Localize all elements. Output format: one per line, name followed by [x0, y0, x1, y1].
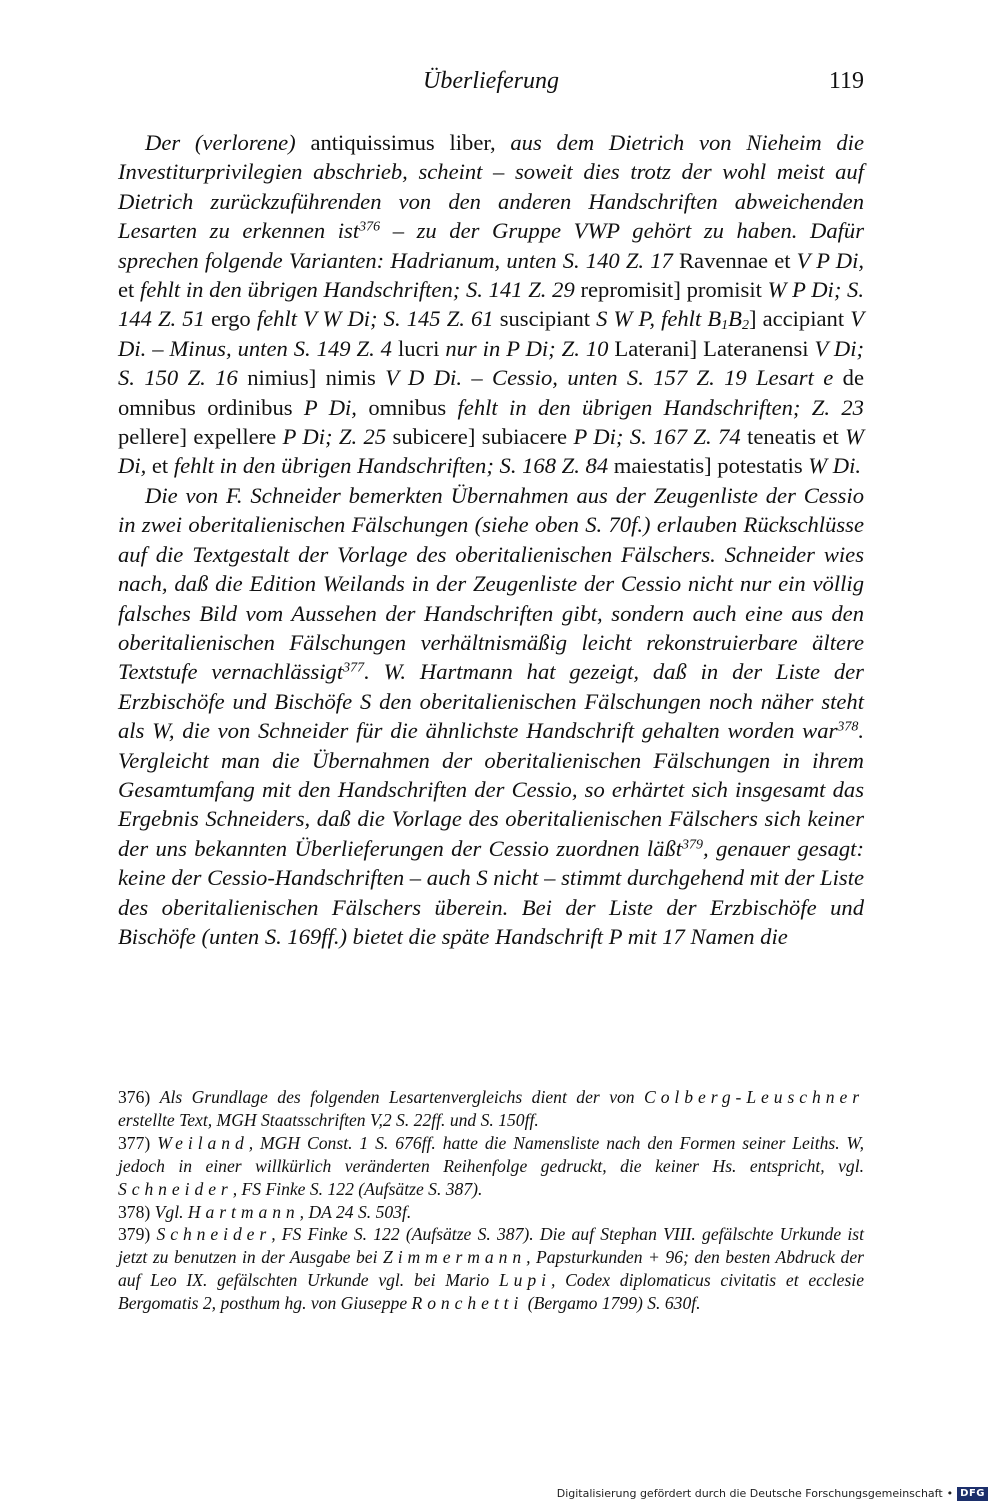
- dfg-logo-icon: DFG: [957, 1487, 988, 1501]
- text-span: B: [728, 306, 742, 332]
- text-span: Laterani] Lateranensi: [614, 335, 809, 361]
- text-span: antiquissimus liber,: [310, 130, 511, 155]
- text-span: subicere] subiacere: [392, 424, 568, 450]
- author-name: Weiland: [157, 1132, 249, 1153]
- author-name: Zimmermann: [382, 1247, 527, 1268]
- bullet-separator: •: [946, 1487, 954, 1500]
- text-span: W Di.: [802, 453, 862, 479]
- credit-text: Digitalisierung gefördert durch die Deutsche Forschungsgemeinschaft: [556, 1487, 943, 1500]
- text-span: , DA 24 S. 503f.: [299, 1201, 412, 1222]
- text-span: Ravennae et: [678, 247, 791, 273]
- text-span: pellere] expellere: [118, 424, 277, 450]
- footnote-ref-377[interactable]: 377: [343, 660, 365, 676]
- digitization-credit: [557, 1485, 988, 1503]
- footnote-number: 379): [118, 1224, 157, 1245]
- text-span: fehlt in den übrigen Handschriften; S. 141 Z. 29: [134, 277, 581, 303]
- text-span: V Di. – Minus, unten S. 149 Z. 4: [118, 306, 865, 361]
- text-span: de omnibus ordinibus: [118, 365, 864, 420]
- text-span: teneatis et: [747, 424, 839, 450]
- subscript: 1: [721, 318, 729, 334]
- text-span: omnibus: [368, 394, 447, 420]
- text-span: V P Di,: [790, 247, 865, 273]
- text-span: erstellte Text, MGH Staatsschriften V,2 S. 22ff. und S. 150ff.: [118, 1109, 539, 1130]
- text-span: fehlt V W Di; S. 145 Z. 61: [250, 306, 500, 332]
- text-span: maiestatis] potestatis: [613, 453, 803, 479]
- footnote-378: [118, 1201, 864, 1224]
- footnote-377: [118, 1132, 864, 1201]
- footnote-number: 377): [118, 1132, 158, 1153]
- footnote-376: [118, 1086, 864, 1132]
- text-span: , genauer gesagt: keine der Cessio-Handschriften – auch S nicht – stimmt durchgehend mit der Liste des oberitalienischen Fälschers überein. Bei der Liste der Erzbischöfe und Bischöfe (unten S. 169ff.) bietet die späte Handschrift P mit 17 Namen die: [118, 835, 864, 949]
- text-span: . W. Hartmann hat gezeigt, daß in der Liste der Erzbischöfe und Bischöfe S den oberitalienischen Fälschungen noch näher steht als W, die von Schneider für die ähnlichste Handschrift gehalten worden war: [118, 659, 864, 744]
- text-span: repromisit] promisit: [580, 277, 762, 303]
- footnote-number: 378): [118, 1201, 155, 1222]
- text-span: aus dem Dietrich von Nieheim die Investiturprivilegien abschrieb, scheint – soweit dies trotz der wohl meist auf Dietrich zurückzuführenden von den anderen Handschriften abweichenden Lesarten zu erkennen ist: [118, 130, 864, 244]
- text-span: P Di; S. 167 Z. 74: [567, 424, 748, 450]
- running-header: [118, 68, 864, 102]
- author-name: Schneider: [156, 1224, 272, 1245]
- footnote-ref-378[interactable]: 378: [837, 719, 859, 735]
- author-name: Lupi: [498, 1270, 551, 1291]
- paragraph-2: [118, 481, 864, 952]
- text-span: W P Di; S. 144 Z. 51: [118, 277, 864, 332]
- text-span: Vgl.: [154, 1201, 188, 1222]
- author-name: Hartmann: [187, 1201, 300, 1222]
- text-span: P Di; Z. 25: [276, 424, 393, 450]
- text-span: ergo: [210, 306, 251, 332]
- text-span: , Papsturkunden + 96; den besten Abdruck der auf Leo IX. gefälschten Urkunde vgl. bei Mario: [118, 1247, 865, 1291]
- text-span: Die von F. Schneider bemerkten Übernahmen aus der Zeugenliste der Cessio in zwei oberitalienischen Fälschungen (siehe oben S. 70f.) erlauben Rückschlüsse auf die Textgestalt der Vorlage des oberitalienischen Fälschers. Schneider wies nach, daß die Edition Weilands in der Zeugenliste der Cessio nicht nur ein völlig falsches Bild vom Aussehen der Handschriften gibt, sondern auch eine aus den oberitalienischen Fälschungen verhältnismäßig leicht rekonstruierbare ältere Textstufe vernachlässigt: [118, 482, 864, 685]
- text-span: (Bergamo 1799) S. 630f.: [523, 1293, 701, 1314]
- text-span: , Codex diplomaticus civitatis et ecclesie Bergomatis 2, posthum hg. von Giuseppe: [118, 1270, 865, 1314]
- footnote-ref-379[interactable]: 379: [682, 837, 704, 853]
- footnotes: [118, 1086, 864, 1315]
- text-span: V Di; S. 150 Z. 16: [118, 335, 865, 391]
- text-span: nimius] nimis: [247, 365, 376, 391]
- subscript: 2: [741, 318, 749, 334]
- text-span: Als Grundlage des folgenden Lesartenvergleichs dient der von: [159, 1087, 645, 1107]
- text-span: suscipiant: [499, 306, 591, 332]
- text-span: . Vergleicht man die Übernahmen der oberitalienischen Fälschungen in ihrem Gesamtumfang mit den Handschriften der Cessio, so erhärtet sich insgesamt das Ergebnis Schneiders, daß die Vorlage des oberitalienischen Fälschers sich keiner der uns bekannten Überlieferungen der Cessio zuordnen läßt: [118, 718, 864, 861]
- author-name: Colberg-Leuschner: [644, 1087, 864, 1107]
- footnote-379: [118, 1223, 864, 1315]
- text-span: ] accipiant: [748, 306, 845, 332]
- text-span: et: [118, 277, 135, 303]
- text-span: V D Di. – Cessio, unten S. 157 Z. 19 Lesart e: [375, 365, 843, 391]
- text-span: W Di,: [118, 424, 865, 479]
- page-number: 119: [828, 68, 864, 94]
- footnote-ref-376[interactable]: 376: [359, 219, 381, 235]
- text-span: , FS Finke S. 122 (Aufsätze S. 387). Die auf Stephan VIII. gefälschte Urkunde ist jetzt zu benutzen in der Ausgabe bei: [118, 1224, 865, 1268]
- text-span: Der (verlorene): [145, 130, 311, 155]
- main-text: [118, 128, 864, 951]
- text-span: , FS Finke S. 122 (Aufsätze S. 387).: [232, 1178, 483, 1199]
- footnote-number: 376): [118, 1087, 160, 1107]
- text-span: nur in P Di; Z. 10: [439, 335, 615, 361]
- paragraph-1: [118, 128, 864, 481]
- text-span: fehlt in den übrigen Handschriften; Z. 23: [446, 394, 864, 420]
- author-name: Schneider: [118, 1178, 233, 1199]
- author-name: Ronchetti: [411, 1293, 524, 1314]
- text-span: S W P, fehlt B: [590, 306, 722, 332]
- text-span: – zu der Gruppe VWP gehört zu haben. Dafür sprechen folgende Varianten: Hadrianum, unten S. 140 Z. 17: [118, 218, 864, 273]
- text-span: fehlt in den übrigen Handschriften; S. 168 Z. 84: [168, 453, 614, 479]
- text-span: et: [151, 453, 169, 479]
- running-title: Überlieferung: [423, 68, 559, 94]
- text-span: lucri: [397, 335, 440, 361]
- text-span: P Di,: [292, 394, 369, 420]
- text-span: , MGH Const. 1 S. 676ff. hatte die Namensliste nach den Formen seiner Leiths. W, jedoch in einer willkürlich veränderten Reihenfolge gedruckt, die keiner Hs. entspricht, vgl.: [118, 1132, 864, 1176]
